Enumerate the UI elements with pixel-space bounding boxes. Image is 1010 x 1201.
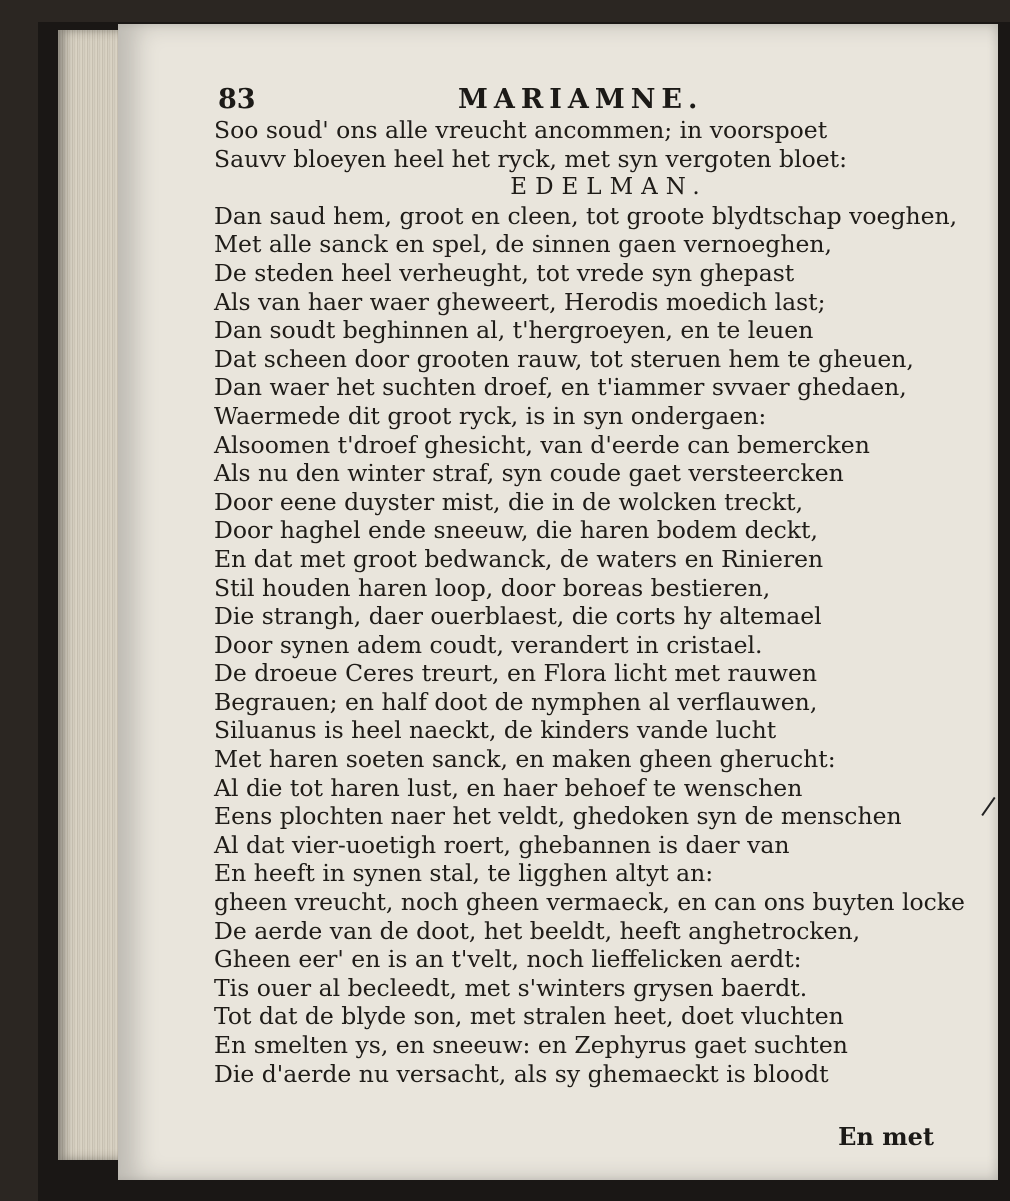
verse-line: Stil houden haren loop, door boreas bestieren, <box>214 573 771 602</box>
verse-line: Sauvv bloeyen heel het ryck, met syn vergoten bloet: <box>214 144 847 173</box>
verse-line: Met haren soeten sanck, en maken gheen gherucht: <box>214 745 836 774</box>
verse-line: Tot dat de blyde son, met stralen heet, doet vluchten <box>214 1002 844 1031</box>
verse-line: Al dat vier-uoetigh roert, ghebannen is daer van <box>214 830 790 859</box>
verse-line: Als van haer waer gheweert, Herodis moedich last; <box>214 287 826 316</box>
verse-line: Dat scheen door grooten rauw, tot steruen hem te gheuen, <box>214 344 914 373</box>
verse-line: gheen vreucht, noch gheen vermaeck, en can ons buyten locke <box>214 888 965 917</box>
verse-line: Waermede dit groot ryck, is in syn ondergaen: <box>214 401 767 430</box>
verse-line: Gheen eer' en is an t'velt, noch lieffelicken aerdt: <box>214 945 802 974</box>
poem-text <box>214 116 974 1088</box>
verse-line: Als nu den winter straf, syn coude gaet versteercken <box>214 459 844 488</box>
verse-line: En dat met groot bedwanck, de waters en Rinieren <box>214 544 824 573</box>
verse-line: De droeue Ceres treurt, en Flora licht met rauwen <box>214 659 818 688</box>
verse-line: Die d'aerde nu versacht, als sy ghemaeckt is bloodt <box>214 1059 829 1088</box>
verse-line: En smelten ys, en sneeuw: en Zephyrus gaet suchten <box>214 1031 848 1059</box>
verse-line: Dan saud hem, groot en cleen, tot groote blydtschap voeghen, <box>214 201 958 230</box>
verse-line: Door synen adem coudt, verandert in cristael. <box>214 630 763 659</box>
verse-line: Siluanus is heel naeckt, de kinders vande lucht <box>214 716 777 745</box>
verse-line: Door eene duyster mist, die in de wolcken treckt, <box>214 487 804 516</box>
verse-line: Tis ouer al becleedt, met s'winters grysen baerdt. <box>214 973 808 1002</box>
verse-line: Door haghel ende sneeuw, die haren bodem deckt, <box>214 516 818 545</box>
verse-line: Dan waer het suchten droef, en t'iammer svvaer ghedaen, <box>214 373 907 402</box>
catchword: En met <box>838 1122 934 1151</box>
verse-line: Dan soudt beghinnen al, t'hergroeyen, en te leuen <box>214 316 814 345</box>
verse-line: De steden heel verheught, tot vrede syn ghepast <box>214 258 795 287</box>
verse-line: Al die tot haren lust, en haer behoef te wenschen <box>214 773 803 802</box>
verse-line: Begrauen; en half doot de nymphen al verflauwen, <box>214 687 818 716</box>
running-title: MARIAMNE. <box>458 84 704 115</box>
verse-line: Alsoomen t'droef ghesicht, van d'eerde can bemercken <box>214 430 870 459</box>
verse-line: Met alle sanck en spel, de sinnen gaen vernoeghen, <box>214 230 832 259</box>
speaker-heading: EDELMAN. <box>510 174 708 201</box>
verse-line: De aerde van de doot, het beeldt, heeft anghetrocken, <box>214 916 861 945</box>
verse-line: Die strangh, daer ouerblaest, die corts hy altemael <box>214 602 822 631</box>
verse-line: Soo soud' ons alle vreucht ancommen; in voorspoet <box>214 116 828 144</box>
page-number: 83 <box>218 84 256 115</box>
page-header <box>218 78 978 118</box>
verse-line: Eens plochten naer het veldt, ghedoken syn de menschen <box>214 802 902 831</box>
verse-line: En heeft in synen stal, te ligghen altyt an: <box>214 859 714 888</box>
book-page <box>118 24 998 1180</box>
